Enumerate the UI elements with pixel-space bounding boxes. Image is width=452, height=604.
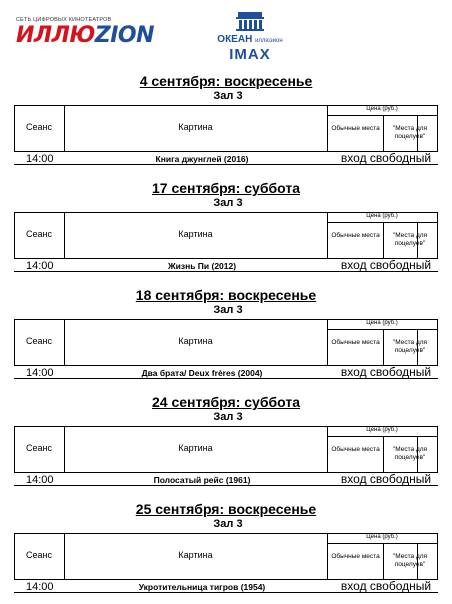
film-title: Два брата/ Deux frères (2004) bbox=[141, 368, 263, 378]
header-kiss-seats: "Места для поцелуев" bbox=[392, 232, 428, 247]
header-session: Сеанс bbox=[26, 122, 52, 132]
schedule-table bbox=[14, 532, 438, 594]
schedule-table bbox=[14, 318, 438, 380]
table-bottom-border bbox=[14, 592, 438, 593]
logo-brand bbox=[16, 23, 155, 48]
session-time: 14:00 bbox=[26, 153, 54, 165]
section-hall: Зал 3 bbox=[213, 304, 243, 316]
price-note: вход свободный bbox=[340, 365, 432, 379]
header-regular-seats: Обычные места bbox=[331, 553, 380, 560]
header-film: Картина bbox=[178, 336, 213, 346]
section-date: 4 сентября: воскресенье bbox=[139, 73, 313, 89]
header-price: Цена (руб.) bbox=[366, 106, 398, 112]
header-film: Картина bbox=[178, 443, 213, 453]
schedule-table bbox=[14, 425, 438, 487]
section-hall: Зал 3 bbox=[213, 518, 243, 530]
section-hall: Зал 3 bbox=[213, 90, 243, 102]
table-bottom-border bbox=[14, 378, 438, 379]
table-border-right bbox=[437, 105, 438, 151]
price-note: вход свободный bbox=[340, 472, 432, 486]
header-kiss-seats: "Места для поцелуев" bbox=[392, 125, 428, 140]
header-session: Сеанс bbox=[26, 229, 52, 239]
section-date: 17 сентября: суббота bbox=[152, 180, 300, 196]
session-time: 14:00 bbox=[26, 581, 54, 593]
table-border-right bbox=[437, 319, 438, 365]
schedule-section bbox=[0, 502, 452, 594]
schedule-table bbox=[14, 104, 438, 166]
cinema-building-icon bbox=[235, 10, 265, 32]
header-price: Цена (руб.) bbox=[366, 213, 398, 219]
section-hall: Зал 3 bbox=[213, 411, 243, 423]
header-film: Картина bbox=[178, 122, 213, 132]
session-time: 14:00 bbox=[26, 260, 54, 272]
table-bottom-border bbox=[14, 271, 438, 272]
logo-brand-red: ИЛЛЮ bbox=[16, 23, 95, 48]
price-header-divider bbox=[327, 115, 437, 116]
header-price: Цена (руб.) bbox=[366, 320, 398, 326]
price-header-divider bbox=[327, 329, 437, 330]
section-date: 24 сентября: суббота bbox=[152, 394, 300, 410]
schedule-section bbox=[0, 74, 452, 166]
schedule-section bbox=[0, 181, 452, 273]
table-bottom-border bbox=[14, 485, 438, 486]
logo-tagline: СЕТЬ ЦИФРОВЫХ КИНОТЕАТРОВ bbox=[16, 17, 112, 23]
header-kiss-seats: "Места для поцелуев" bbox=[392, 446, 428, 461]
header-kiss-seats: "Места для поцелуев" bbox=[392, 339, 428, 354]
price-header-divider bbox=[327, 436, 437, 437]
film-title: Полосатый рейс (1961) bbox=[153, 475, 251, 485]
illuzion-logo bbox=[16, 17, 155, 57]
header-regular-seats: Обычные места bbox=[331, 446, 380, 453]
price-note: вход свободный bbox=[340, 579, 432, 593]
price-note: вход свободный bbox=[340, 258, 432, 272]
header-regular-seats: Обычные места bbox=[331, 339, 380, 346]
table-border-right bbox=[437, 426, 438, 472]
header-regular-seats: Обычные места bbox=[331, 232, 380, 239]
header-session: Сеанс bbox=[26, 550, 52, 560]
section-date: 25 сентября: воскресенье bbox=[135, 501, 317, 517]
header-film: Картина bbox=[178, 550, 213, 560]
price-header-divider bbox=[327, 222, 437, 223]
film-title: Книга джунглей (2016) bbox=[155, 154, 249, 164]
table-border-right bbox=[437, 533, 438, 579]
price-header-divider bbox=[327, 543, 437, 544]
okean-imax-logo bbox=[200, 10, 300, 70]
film-title: Укротительница тигров (1954) bbox=[138, 582, 266, 592]
schedule-section bbox=[0, 395, 452, 487]
header-session: Сеанс bbox=[26, 443, 52, 453]
film-title: Жизнь Пи (2012) bbox=[167, 261, 237, 271]
logo-okean-word: ОКЕАН bbox=[217, 34, 253, 45]
schedule-table bbox=[14, 211, 438, 273]
session-time: 14:00 bbox=[26, 367, 54, 379]
section-hall: Зал 3 bbox=[213, 197, 243, 209]
logo-okean-small: иллюзион bbox=[255, 38, 283, 44]
logo-brand-blue: ZION bbox=[94, 23, 155, 48]
session-time: 14:00 bbox=[26, 474, 54, 486]
table-bottom-border bbox=[14, 164, 438, 165]
header-price: Цена (руб.) bbox=[366, 534, 398, 540]
header-regular-seats: Обычные места bbox=[331, 125, 380, 132]
schedule-section bbox=[0, 288, 452, 380]
header-film: Картина bbox=[178, 229, 213, 239]
section-date: 18 сентября: воскресенье bbox=[135, 287, 317, 303]
table-border-right bbox=[437, 212, 438, 258]
logo-imax-text: IMAX bbox=[229, 46, 271, 63]
price-note: вход свободный bbox=[340, 151, 432, 165]
header-session: Сеанс bbox=[26, 336, 52, 346]
header-price: Цена (руб.) bbox=[366, 427, 398, 433]
header-kiss-seats: "Места для поцелуев" bbox=[392, 553, 428, 568]
